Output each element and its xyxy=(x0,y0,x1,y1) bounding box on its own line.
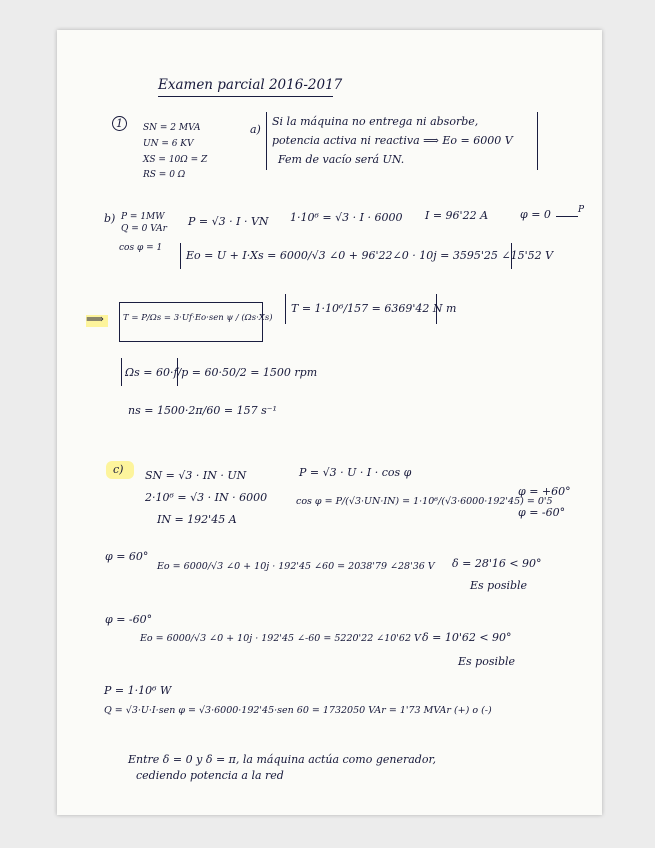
given-p: P = 1MW xyxy=(121,212,165,222)
title-underline xyxy=(158,96,333,97)
cos-phi-equation: cos φ = P/(√3·UN·IN) = 1·10⁶/(√3·6000·192'45) = 0'5 xyxy=(296,496,553,507)
conclusion-line-2: cediendo potencia a la red xyxy=(136,769,284,782)
case-2-note: Es posible xyxy=(458,655,516,668)
data-un: UN = 6 KV xyxy=(143,139,194,149)
torque-value: T = 1·10⁶/157 = 6369'42 N m xyxy=(291,302,457,315)
power-equation: P = √3 · I · VN xyxy=(188,215,269,228)
problem-number: 1 xyxy=(112,116,127,131)
sn-equation: SN = √3 · IN · UN xyxy=(145,469,247,482)
case-2-delta: δ = 10'62 < 90° xyxy=(422,631,512,644)
case-1-equation: Eo = 6000/√3 ∠0 + 10j · 192'45 ∠60 = 2038'79 ∠28'36 V xyxy=(157,561,435,572)
current-result: I = 96'22 A xyxy=(425,209,489,222)
p-equation: P = √3 · U · I · cos φ xyxy=(299,466,412,479)
phasor-arrow xyxy=(556,216,578,217)
p-value: P = 1·10⁶ W xyxy=(104,684,172,697)
part-b-label: b) xyxy=(104,212,116,225)
given-q: Q = 0 VAr xyxy=(121,224,167,234)
case-2-equation: Eo = 6000/√3 ∠0 + 10j · 192'45 ∠-60 = 5220'22 ∠10'62 V xyxy=(140,633,421,644)
case-1-label: φ = 60° xyxy=(105,550,149,563)
data-xs: XS = 10Ω = Z xyxy=(143,155,208,165)
conclusion-line-1: Entre δ = 0 y δ = π, la máquina actúa como generador, xyxy=(128,753,437,766)
torque-equation: T = P/Ωs = 3·Uf·Eo·sen ψ / (Ωs·Xs) xyxy=(123,313,273,323)
case-1-note: Es posible xyxy=(470,579,528,592)
synchronous-speed-rpm: Ωs = 60·f/p = 60·50/2 = 1500 rpm xyxy=(125,366,318,379)
part-a-answer-line-2: potencia activa ni reactiva ⟹ Eo = 6000 V xyxy=(272,134,513,147)
phi-option-plus: φ = +60° xyxy=(518,485,571,498)
page-title: Examen parcial 2016-2017 xyxy=(158,77,343,93)
arrow-pointer: ⟹ xyxy=(86,311,104,326)
data-rs: RS = 0 Ω xyxy=(143,170,186,180)
sn-substitution: 2·10⁶ = √3 · IN · 6000 xyxy=(145,491,268,504)
case-2-label: φ = -60° xyxy=(105,613,153,626)
part-a-answer-line-1: Si la máquina no entrega ni absorbe, xyxy=(272,115,479,128)
part-a-answer-line-3: Fem de vacío será UN. xyxy=(278,153,405,166)
part-c-label: c) xyxy=(113,463,124,476)
phi-value: φ = 0 xyxy=(520,208,551,221)
case-1-delta: δ = 28'16 < 90° xyxy=(452,557,542,570)
part-a-label: a) xyxy=(250,123,261,136)
data-sn: SN = 2 MVA xyxy=(143,123,201,133)
phasor-label: P xyxy=(578,205,585,215)
power-substitution: 1·10⁶ = √3 · I · 6000 xyxy=(290,211,403,224)
q-equation: Q = √3·U·I·sen φ = √3·6000·192'45·sen 60 = 1732050 VAr = 1'73 MVAr (+) o (-) xyxy=(104,705,492,716)
in-value: IN = 192'45 A xyxy=(157,513,237,526)
phi-option-minus: φ = -60° xyxy=(518,506,566,519)
synchronous-speed-rad: ns = 1500·2π/60 = 157 s⁻¹ xyxy=(128,404,277,417)
cos-phi: cos φ = 1 xyxy=(119,243,163,253)
emf-equation: Eo = U + I·Xs = 6000/√3 ∠0 + 96'22∠0 · 10j = 3595'25 ∠15'52 V xyxy=(186,249,554,262)
